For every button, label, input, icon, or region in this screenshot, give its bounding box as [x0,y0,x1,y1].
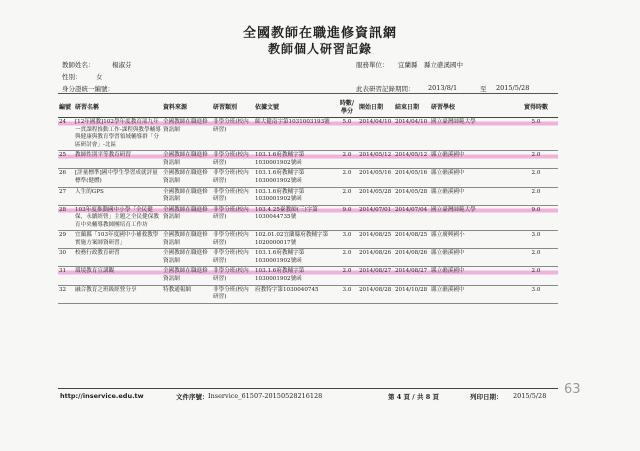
table-row [58,205,558,231]
col-hours: 時數/學分 [336,99,358,118]
row-source: 全國教師在職進修資訊網 [162,151,212,169]
row-source: 全國教師在職進修資訊網 [162,249,212,267]
row-no: 26 [58,169,74,187]
row-end: 2014/08/26 [394,249,430,267]
row-school: 縣立礁溪國中 [430,249,514,267]
row-school: 縣立礁溪國中 [430,187,514,205]
col-actual: 實得時數 [514,99,558,118]
row-category: 非學分班(校內研習) [212,249,254,267]
row-start: 2014/05/28 [358,187,394,205]
table-row [58,231,558,249]
page-indicator: 第 4 頁 / 共 8 頁 [388,393,439,401]
period-label: 此表研習記錄期間： [356,85,415,93]
row-school: 縣立礁溪國中 [430,169,514,187]
period-end: 2015/5/28 [496,84,530,92]
table-row [58,169,558,187]
table-row [58,249,558,267]
row-no: 27 [58,187,74,205]
col-source: 資料來源 [162,99,212,118]
row-no: 31 [58,267,74,285]
row-start: 2014/08/28 [358,285,394,303]
row-end: 2014/04/10 [394,118,430,151]
row-school: 縣立廣興國小 [430,231,514,249]
footer-url: http://inservice.edu.tw [60,392,144,400]
table-row [58,267,558,285]
row-start: 2014/04/10 [358,118,394,151]
row-actual: 5.0 [514,118,558,151]
print-date-label: 列印日期： [470,393,503,401]
row-source: 全國教師在職進修資訊網 [162,231,212,249]
period-start: 2013/8/1 [428,84,458,92]
site-title: 全國教師在職進修資訊網 [242,26,397,41]
row-category: 非學分班(校內研習) [212,118,254,151]
teacher-name-value: 楊淑芬 [112,61,132,69]
unit-label: 服務單位： [356,61,389,69]
row-no: 24 [58,118,74,151]
row-no: 32 [58,285,74,303]
row-category: 非學分班(校內研習) [212,187,254,205]
row-name: 教師性別平等教育研習 [74,151,162,169]
teacher-name-label: 教師姓名： [62,61,95,69]
row-category: 非學分班(校內研習) [212,267,254,285]
row-hours: 2.0 [336,151,358,169]
col-school: 研習學校 [430,99,514,118]
serial-value: Inservice_61507-20150528216128 [208,392,323,400]
row-doc: 103.1.6府教輔字第1030001902號函 [254,187,336,205]
row-source: 特教通報網 [162,285,212,303]
row-end: 2014/10/28 [394,285,430,303]
footer-divider [58,388,558,389]
row-end: 2014/08/25 [394,231,430,249]
row-hours: 5.0 [336,118,358,151]
row-school: 縣立礁溪國中 [430,151,514,169]
row-start: 2014/08/25 [358,231,394,249]
row-category: 非學分班(校內研習) [212,231,254,249]
row-actual: 9.0 [514,205,558,231]
row-start: 2014/08/26 [358,249,394,267]
handwritten-page-number: 63 [564,382,581,397]
gender-label: 性別： [62,73,82,81]
serial-label: 文件序號： [176,393,209,401]
col-end: 結束日期 [394,99,430,118]
table-row [58,151,558,169]
row-actual: 2.0 [514,249,558,267]
row-no: 25 [58,151,74,169]
row-doc: 103.4.25臺教師(三)字第1030044735號 [254,205,336,231]
row-school: 國立臺灣師範大學 [430,118,514,151]
row-end: 2014/08/27 [394,267,430,285]
row-hours: 2.0 [336,267,358,285]
row-category: 非學分班(校內研習) [212,205,254,231]
training-records-table [58,99,558,304]
row-hours: 3.0 [336,285,358,303]
row-no: 29 [58,231,74,249]
row-source: 全國教師在職進修資訊網 [162,169,212,187]
row-source: 全國教師在職進修資訊網 [162,267,212,285]
id-label: 身分證統一編號： [62,85,114,93]
row-hours: 9.0 [336,205,358,231]
row-hours: 2.0 [336,169,358,187]
row-hours: 2.0 [336,187,358,205]
row-doc: 103.1.6府教輔字第1030001902號函 [254,169,336,187]
col-doc: 依據文號 [254,99,336,118]
row-end: 2014/05/12 [394,151,430,169]
row-doc: 103.1.6府教輔字第1030001902號函 [254,151,336,169]
row-start: 2014/05/12 [358,151,394,169]
row-start: 2014/08/27 [358,267,394,285]
row-no: 30 [58,249,74,267]
table-row [58,118,558,151]
col-no: 編號 [58,99,74,118]
row-category: 非學分班(校內研習) [212,151,254,169]
record-subtitle: 教師個人研習記錄 [267,42,372,56]
row-no: 28 [58,205,74,231]
period-to: 至 [480,85,487,93]
row-actual: 3.0 [514,231,558,249]
row-end: 2014/07/04 [394,205,430,231]
row-start: 2014/05/16 [358,169,394,187]
row-name: 宜蘭縣「103年度國中小補救教學實施方案師資研習」 [74,231,162,249]
gender-value: 女 [96,73,103,81]
row-source: 全國教師在職進修資訊網 [162,187,212,205]
col-name: 研習名稱 [74,99,162,118]
table-row [58,285,558,303]
row-end: 2014/05/28 [394,187,430,205]
row-doc: 府教特字第1030040745 [254,285,336,303]
row-name: [評量標準]國中學生學習成就評量標準(健體) [74,169,162,187]
row-name: 校務行政教育研習 [74,249,162,267]
row-name: 103年度推動國中小學「全民健保，永續經營」主題之全民健保教育中央輔導教師團培育工作坊 [74,205,162,231]
row-actual: 3.0 [514,285,558,303]
row-name: 環境教育宣講觀 [74,267,162,285]
row-name: [12年國教]102學年度教育部九年一貫課程推動工作-課程與教學輔導與健康與教育學習領域輔導群「分區研討會」-北區 [74,118,162,151]
row-source: 全國教師在職進修資訊網 [162,205,212,231]
row-actual: 2.0 [514,151,558,169]
row-hours: 3.0 [336,231,358,249]
col-category: 研習類別 [212,99,254,118]
row-actual: 2.0 [514,187,558,205]
table-row [58,187,558,205]
row-hours: 2.0 [336,249,358,267]
row-actual: 2.0 [514,169,558,187]
row-school: 縣立礁溪國中 [430,285,514,303]
row-school: 國立臺灣師範大學 [430,205,514,231]
table-header-row [58,99,558,118]
row-category: 非學分班(校內研習) [212,169,254,187]
row-source: 全國教師在職進修資訊網 [162,118,212,151]
print-date-value: 2015/5/28 [513,392,547,400]
row-start: 2014/07/01 [358,205,394,231]
row-doc: 103.1.6府教輔字第1030001902號函 [254,267,336,285]
row-doc: 103.1.6府教輔字第1030001902號函 [254,249,336,267]
row-category: 非學分班(校內研習) [212,285,254,303]
row-actual: 2.0 [514,267,558,285]
header-divider [58,93,558,94]
row-doc: 102.01.02宜蘭縣府教輔字第1020000017號 [254,231,336,249]
col-start: 開始日期 [358,99,394,118]
row-school: 縣立礁溪國中 [430,267,514,285]
row-doc: 師大健南字第1031003193號 [254,118,336,151]
row-name: 融合教育之班級經營分享 [74,285,162,303]
row-end: 2014/05/16 [394,169,430,187]
unit-value: 宜蘭縣 縣立礁溪國中 [398,61,463,69]
row-name: 人生的GPS [74,187,162,205]
